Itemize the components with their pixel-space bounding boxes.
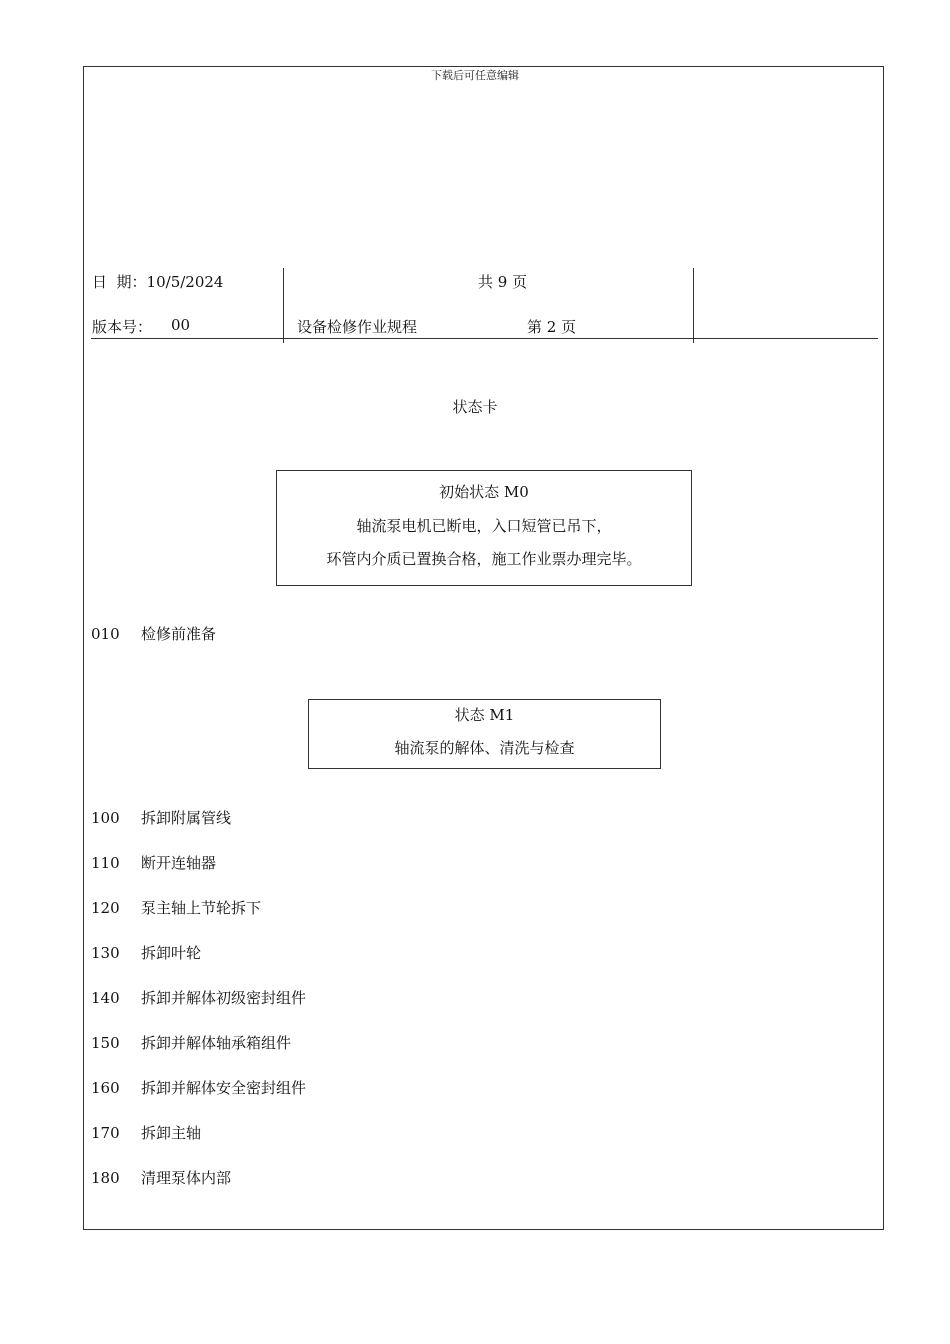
step-text: 断开连轴器 xyxy=(141,854,217,872)
state-title: 状态 M1 xyxy=(454,706,515,724)
step-item xyxy=(91,1032,291,1053)
total-pages: 共 9 页 xyxy=(478,273,528,291)
step-text: 泵主轴上节轮拆下 xyxy=(141,899,262,917)
state-description-line: 环管内介质已置换合格，施工作业票办理完毕。 xyxy=(326,550,642,568)
step-item xyxy=(91,987,306,1008)
step-code: 140 xyxy=(91,989,120,1007)
version-value: 00 xyxy=(171,316,191,334)
state-card-m1 xyxy=(308,699,661,769)
step-item xyxy=(91,897,261,918)
step-text: 检修前准备 xyxy=(141,625,217,643)
step-item xyxy=(91,852,216,873)
state-description-line: 轴流泵电机已断电，入口短管已吊下， xyxy=(356,517,612,535)
state-title: 初始状态 M0 xyxy=(439,483,529,501)
step-code: 130 xyxy=(91,944,120,962)
step-code: 180 xyxy=(91,1169,120,1187)
step-code: 160 xyxy=(91,1079,120,1097)
step-text: 拆卸附属管线 xyxy=(141,809,232,827)
page-number: 第 2 页 xyxy=(527,318,577,336)
step-code: 110 xyxy=(91,854,120,872)
step-item xyxy=(91,623,216,644)
step-item xyxy=(91,1167,231,1188)
version-label: 版本号： xyxy=(92,318,153,336)
date-value: 10/5/2024 xyxy=(146,273,224,291)
step-item xyxy=(91,1077,306,1098)
step-text: 拆卸叶轮 xyxy=(141,944,202,962)
step-item xyxy=(91,807,231,828)
state-card-m0 xyxy=(276,470,692,586)
step-code: 100 xyxy=(91,809,120,827)
step-item xyxy=(91,942,201,963)
step-text: 拆卸并解体轴承箱组件 xyxy=(141,1034,292,1052)
document-title: 设备检修作业规程 xyxy=(297,318,418,336)
step-code: 150 xyxy=(91,1034,120,1052)
step-text: 清理泵体内部 xyxy=(141,1169,232,1187)
section-title: 状态卡 xyxy=(452,398,498,416)
header-rule xyxy=(91,338,878,339)
step-code: 170 xyxy=(91,1124,120,1142)
state-description-line: 轴流泵的解体、清洗与检查 xyxy=(394,739,575,757)
date-label: 日 期： xyxy=(92,273,147,291)
step-text: 拆卸并解体初级密封组件 xyxy=(141,989,307,1007)
header-divider-left xyxy=(283,268,284,343)
step-code: 010 xyxy=(91,625,120,643)
header-divider-right xyxy=(693,268,694,343)
step-text: 拆卸并解体安全密封组件 xyxy=(141,1079,307,1097)
watermark-text: 下载后可任意编辑 xyxy=(431,69,519,82)
page-frame xyxy=(83,66,884,1230)
step-text: 拆卸主轴 xyxy=(141,1124,202,1142)
step-item xyxy=(91,1122,201,1143)
date-row xyxy=(92,271,223,292)
step-code: 120 xyxy=(91,899,120,917)
